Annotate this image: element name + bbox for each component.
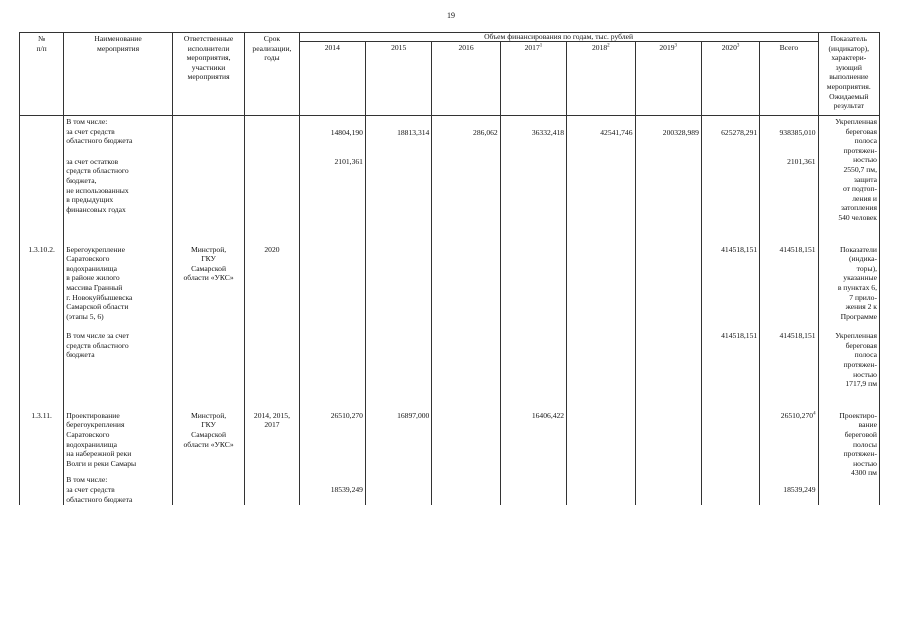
row-number: 1.3.10.2. bbox=[20, 244, 64, 323]
header-name: Наименование мероприятия bbox=[64, 33, 173, 116]
value-2017 bbox=[500, 469, 566, 505]
value-2014: 26510,270 bbox=[299, 410, 365, 470]
value-2020 bbox=[701, 410, 759, 470]
value-2015 bbox=[365, 151, 431, 224]
value-2019 bbox=[635, 244, 701, 323]
page-number: 19 bbox=[447, 11, 455, 20]
table-row bbox=[20, 469, 880, 505]
value-2017 bbox=[500, 330, 566, 390]
value-2018: 42541,746 bbox=[567, 116, 635, 151]
value-2020 bbox=[701, 151, 759, 224]
value-2019 bbox=[635, 410, 701, 470]
value-total: 414518,151 bbox=[760, 244, 818, 323]
row-name: В том числе за счет средств областного бюджета bbox=[64, 330, 173, 390]
value-2014 bbox=[299, 330, 365, 390]
row-executors: Минстрой, ГКУ Самарской области «УКС» bbox=[172, 410, 244, 470]
value-total: 26510,270$^4$ bbox=[760, 410, 818, 470]
header-indicator: Показатель (индикатор), характери- зующий выполнение мероприятия. Ожидаемый результат bbox=[818, 33, 879, 116]
indicator: Проектиро- вание береговой полосы протяжен- ностью 4300 пм bbox=[818, 410, 879, 505]
indicator: Укрепленная береговая полоса протяжен- ностью 2550,7 пм, защита от подтоп- ления и затопления 540 человек bbox=[818, 116, 879, 224]
value-2019 bbox=[635, 151, 701, 224]
table-row bbox=[20, 330, 880, 390]
value-2017 bbox=[500, 244, 566, 323]
value-total: 18539,249 bbox=[760, 469, 818, 505]
year-2016: 2016 bbox=[432, 42, 500, 116]
value-2014: 14804,190 bbox=[299, 116, 365, 151]
indicator: Показатели (индика- торы), указанные в пунктах 6, 7 прило- жения 2 к Программе bbox=[818, 244, 879, 323]
value-2017: 16406,422 bbox=[500, 410, 566, 470]
value-2018 bbox=[567, 410, 635, 470]
row-term: 2014, 2015, 2017 bbox=[245, 410, 299, 470]
value-2020: 414518,151 bbox=[701, 244, 759, 323]
value-2020 bbox=[701, 469, 759, 505]
value-2014 bbox=[299, 244, 365, 323]
header-num: № п/п bbox=[20, 33, 64, 116]
header-term: Срок реализации, годы bbox=[245, 33, 299, 116]
value-2016 bbox=[432, 151, 500, 224]
value-2016 bbox=[432, 410, 500, 470]
value-2019: 200328,989 bbox=[635, 116, 701, 151]
value-2017 bbox=[500, 151, 566, 224]
value-2015 bbox=[365, 469, 431, 505]
row-name: В том числе: за счет средств областного бюджета bbox=[64, 469, 173, 505]
value-2015: 16897,000 bbox=[365, 410, 431, 470]
table-row bbox=[20, 410, 880, 470]
value-2015 bbox=[365, 330, 431, 390]
value-2016: 286,062 bbox=[432, 116, 500, 151]
year-2020: 2020$^3$ bbox=[701, 42, 759, 116]
value-total: 938385,010 bbox=[760, 116, 818, 151]
year-2015: 2015 bbox=[365, 42, 431, 116]
value-2017: 36332,418 bbox=[500, 116, 566, 151]
value-2016 bbox=[432, 244, 500, 323]
year-2017: 2017$^1$ bbox=[500, 42, 566, 116]
financing-table bbox=[19, 32, 880, 505]
row-name: Проектирование берегоукрепления Саратовского водохранилища на набережной реки Волги и реки Самары bbox=[64, 410, 173, 470]
value-2018 bbox=[567, 330, 635, 390]
value-2019 bbox=[635, 469, 701, 505]
value-total: 414518,151 bbox=[760, 330, 818, 390]
row-name: за счет остатков средств областного бюджета, не использованных в предыдущих финансовых годах bbox=[64, 151, 173, 224]
value-2018 bbox=[567, 151, 635, 224]
value-2015 bbox=[365, 244, 431, 323]
year-2019: 2019$^3$ bbox=[635, 42, 701, 116]
value-2014: 2101,361 bbox=[299, 151, 365, 224]
footnote-mark: 4 bbox=[813, 411, 816, 417]
table-row bbox=[20, 244, 880, 323]
table-row bbox=[20, 116, 880, 151]
value-2016 bbox=[432, 330, 500, 390]
year-total: Всего bbox=[760, 42, 818, 116]
row-number: 1.3.11. bbox=[20, 410, 64, 470]
year-2018: 2018$^2$ bbox=[567, 42, 635, 116]
row-name: В том числе: за счет средств областного бюджета bbox=[64, 116, 173, 151]
value-total: 2101,361 bbox=[760, 151, 818, 224]
value-2016 bbox=[432, 469, 500, 505]
year-2014: 2014 bbox=[299, 42, 365, 116]
value-2020: 625278,291 bbox=[701, 116, 759, 151]
value-2020: 414518,151 bbox=[701, 330, 759, 390]
row-term: 2020 bbox=[245, 244, 299, 323]
header-executors: Ответственные исполнители мероприятия, участники мероприятия bbox=[172, 33, 244, 116]
value-2019 bbox=[635, 330, 701, 390]
value-2018 bbox=[567, 469, 635, 505]
row-executors: Минстрой, ГКУ Самарской области «УКС» bbox=[172, 244, 244, 323]
value-2018 bbox=[567, 244, 635, 323]
value-2014: 18539,249 bbox=[299, 469, 365, 505]
table-row bbox=[20, 151, 880, 224]
header-financing: Объем финансирования по годам, тыс. рублей bbox=[299, 33, 818, 42]
row-name: Берегоукрепление Саратовского водохранилища в районе жилого массива Гранный г. Новокуйбышевска Самарской области (этапы 5, 6) bbox=[64, 244, 173, 323]
value-2015: 18813,314 bbox=[365, 116, 431, 151]
indicator: Укрепленная береговая полоса протяжен- ностью 1717,9 пм bbox=[818, 330, 879, 390]
